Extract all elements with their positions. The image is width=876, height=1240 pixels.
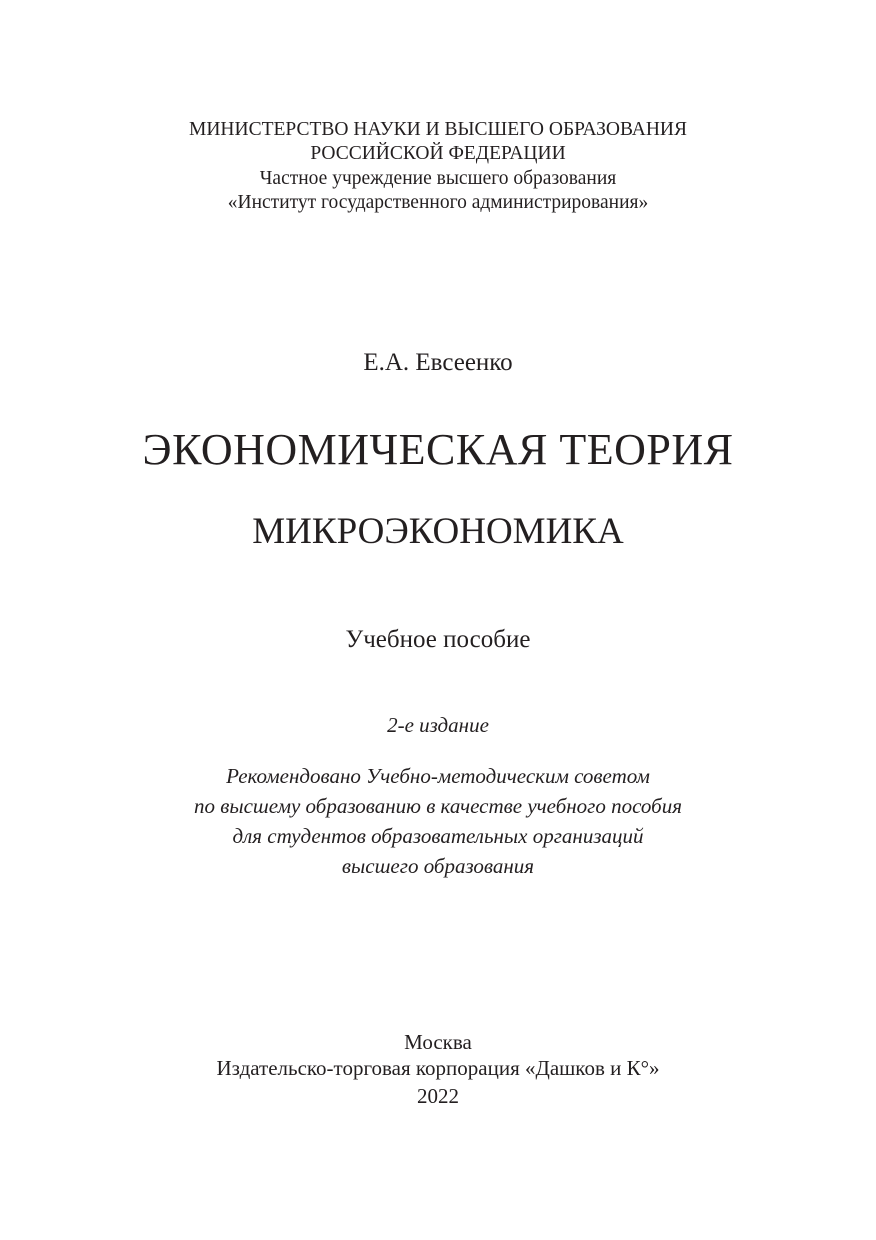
imprint-year: 2022 [417,1084,459,1108]
author-name: Е.А. Евсеенко [363,349,513,376]
edition-label: 2-е издание [387,713,489,737]
recommendation-line: по высшему образованию в качестве учебного пособия [194,794,682,818]
book-subtitle: МИКРОЭКОНОМИКА [252,511,624,552]
publication-type: Учебное пособие [345,626,531,653]
recommendation-line: высшего образования [341,854,535,878]
ministry-line: МИНИСТЕРСТВО НАУКИ И ВЫСШЕГО ОБРАЗОВАНИЯ [188,119,687,140]
country-line: РОССИЙСКОЙ ФЕДЕРАЦИИ [310,143,566,164]
recommendation-line: для студентов образовательных организаций [232,824,644,848]
recommendation-line: Рекомендовано Учебно-методическим советом [226,764,650,788]
institution-type-line: Частное учреждение высшего образования [259,168,617,189]
imprint-publisher: Издательско-торговая корпорация «Дашков и К°» [216,1056,660,1080]
imprint-city: Москва [404,1030,472,1054]
book-title: ЭКОНОМИЧЕСКАЯ ТЕОРИЯ [142,425,734,474]
institution-name-line: «Институт государственного администрирования» [227,192,649,213]
